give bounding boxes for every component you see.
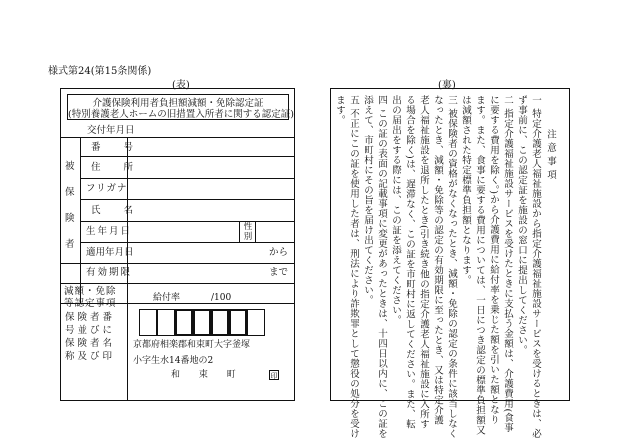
insurer-number-box-4: [193, 309, 211, 336]
notes-heading: 注 意 事 項: [545, 129, 556, 180]
insured-label-char-2: 保: [65, 187, 75, 198]
benefit-rate-label: 給付率: [153, 293, 181, 303]
insurer-address-line1: 京都府相楽郡和束町大字釜塚: [133, 340, 251, 350]
note-line: ます。: [334, 95, 345, 125]
insurer-number-box-5: [211, 309, 229, 336]
address-label: 住 所: [91, 162, 144, 173]
expiry-label: 有効期限: [86, 267, 133, 278]
certificate-title-box: [67, 94, 294, 120]
insured-label-char-4: 者: [65, 239, 75, 250]
note-line: 二 指定介護福祉施設サービスを受けたときに支払う金額は、介護費用(食事: [502, 95, 513, 433]
back-label: (裏): [438, 80, 456, 91]
insured-label-char-1: 被: [65, 161, 75, 172]
insurer-number-box-3: [175, 309, 193, 336]
insurer-label: 保険者番号並びに保険者名称及び印: [65, 312, 116, 362]
insurer-number-box-7: [247, 309, 265, 336]
insurer-number-box-1: [139, 309, 157, 336]
note-line: 老人福祉施設を退所したとき(引き続き他の指定介護老人福祉施設に入所す: [418, 95, 429, 430]
certificate-subtitle: (特別養護老人ホームの旧措置入所者に関する認定証): [68, 109, 294, 120]
note-line: 四 この証の表面の記載事項に変更があったときは、十四日以内に、この証を: [376, 95, 387, 439]
certificate-title: 介護保険利用者負担額減額・免除認定証: [92, 98, 264, 109]
start-date-label: 適用年月日: [86, 247, 134, 258]
insured-label-char-3: 険: [65, 213, 75, 224]
sex-label: 性別: [243, 222, 253, 242]
insurer-number-box-6: [229, 309, 247, 336]
benefit-rate-suffix: /100: [211, 293, 232, 303]
name-label: 氏 名: [91, 205, 144, 216]
note-line: は減額された特定標準負担額となります。: [460, 95, 471, 285]
certificate-front: [60, 88, 295, 401]
insurer-seal: 印: [270, 372, 278, 380]
note-line: 一 特定介護老人福祉施設から指定介護福祉施設サービスを受けるときは、必: [530, 95, 541, 439]
expiry-suffix: まで: [269, 267, 289, 278]
note-line: ます。また、食事に要する費用については、一日につき認定の標準負担額又: [474, 95, 485, 435]
note-line: る場合を除く)は、遅滞なく、この証を市町村に返してください。また、転: [404, 95, 415, 430]
note-line: なったとき、減額・免除等の認定の有効期限に至ったとき、又は特定介護: [432, 95, 443, 425]
form-id: 様式第24(第15条関係): [48, 66, 152, 77]
note-line: 添えて、市町村にその旨を届け出てください。: [362, 95, 373, 305]
insurer-name: 和 束 町: [171, 370, 244, 380]
reduction-items-label: 減額・免除等認定事項: [64, 286, 117, 309]
note-line: 五 不正にこの証を使用した者は、刑法により詐欺罪として懲役の処分を受け: [348, 95, 359, 439]
front-label: (表): [172, 80, 190, 91]
start-date-suffix: から: [269, 247, 289, 258]
note-line: 出の届出をする際には、この証を添えてください。: [390, 95, 401, 325]
note-line: ず事前に、この認定証を施設の窓口に提出してください。: [516, 95, 527, 355]
certificate-back: [330, 88, 570, 439]
note-line: に要する費用を除く。)から介護費用に給付率を乗じた額を引いた額となり: [488, 95, 499, 425]
insurer-address-line2: 小字生水14番地の2: [133, 356, 214, 366]
number-label: 番 号: [91, 142, 144, 153]
issue-date-label: 交付年月日: [87, 125, 135, 136]
furigana-label: フリガナ: [86, 183, 128, 194]
birthdate-label: 生年月日: [86, 226, 133, 237]
note-line: 三 被保険者の資格がなくなったとき、減額・免除の認定の条件に該当しなく: [446, 95, 457, 439]
insurer-number-box-2: [157, 309, 175, 336]
